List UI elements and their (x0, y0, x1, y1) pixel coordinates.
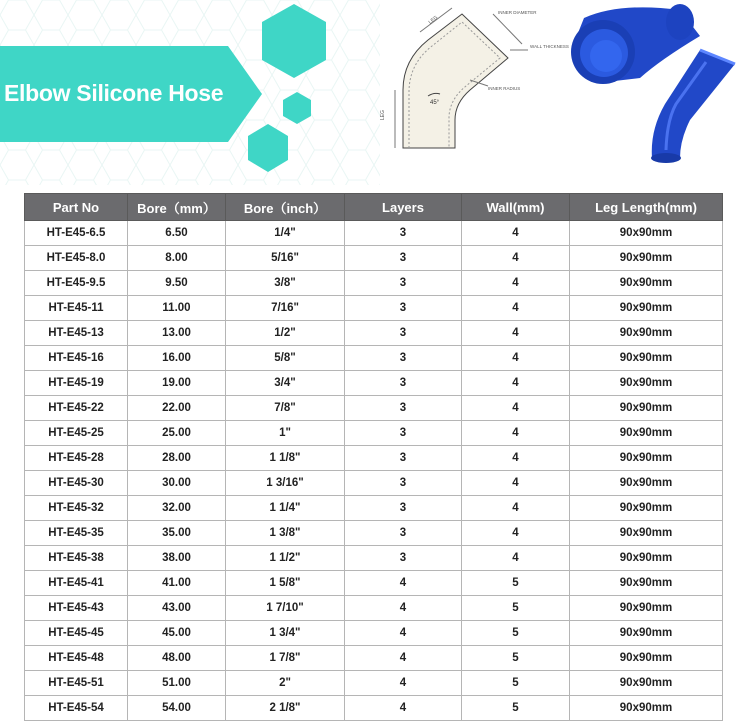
table-cell: 2" (226, 671, 345, 696)
elbow-diagram (380, 8, 569, 148)
table-row (25, 646, 723, 671)
column-header: Wall(mm) (462, 194, 570, 221)
table-cell: 8.00 (128, 246, 226, 271)
table-cell: 90x90mm (570, 646, 723, 671)
table-cell: 1 7/8" (226, 646, 345, 671)
spec-table (24, 193, 723, 721)
table-cell: HT-E45-28 (25, 446, 128, 471)
table-cell: 3 (345, 321, 462, 346)
table-row (25, 571, 723, 596)
table-cell: 45.00 (128, 621, 226, 646)
angle-label: 45° (430, 100, 440, 106)
table-cell: HT-E45-13 (25, 321, 128, 346)
table-cell: HT-E45-22 (25, 396, 128, 421)
table-row (25, 221, 723, 246)
table-cell: 3/4" (226, 371, 345, 396)
table-cell: 90x90mm (570, 496, 723, 521)
table-row (25, 596, 723, 621)
table-cell: 90x90mm (570, 371, 723, 396)
table-cell: 4 (462, 496, 570, 521)
table-cell: 4 (345, 646, 462, 671)
table-cell: 7/8" (226, 396, 345, 421)
column-header: Bore（inch） (226, 194, 345, 221)
table-cell: HT-E45-6.5 (25, 221, 128, 246)
table-cell: HT-E45-11 (25, 296, 128, 321)
table-row (25, 271, 723, 296)
svg-text:LEG: LEG (380, 109, 386, 120)
table-cell: 28.00 (128, 446, 226, 471)
table-cell: 90x90mm (570, 446, 723, 471)
table-cell: HT-E45-41 (25, 571, 128, 596)
table-cell: 4 (462, 446, 570, 471)
table-cell: 5/8" (226, 346, 345, 371)
table-header-row (25, 194, 723, 221)
table-cell: 3 (345, 271, 462, 296)
table-cell: HT-E45-9.5 (25, 271, 128, 296)
table-cell: 4 (345, 571, 462, 596)
table-cell: 90x90mm (570, 471, 723, 496)
table-row (25, 396, 723, 421)
table-cell: 43.00 (128, 596, 226, 621)
table-cell: HT-E45-30 (25, 471, 128, 496)
table-cell: 2 1/8" (226, 696, 345, 721)
column-header: Bore（mm） (128, 194, 226, 221)
table-cell: 48.00 (128, 646, 226, 671)
table-cell: 22.00 (128, 396, 226, 421)
table-cell: 51.00 (128, 671, 226, 696)
svg-text:INNER DIAMETER: INNER DIAMETER (498, 10, 537, 15)
table-cell: 4 (345, 596, 462, 621)
table-cell: 25.00 (128, 421, 226, 446)
table-cell: 3 (345, 396, 462, 421)
table-cell: 4 (462, 396, 570, 421)
table-cell: 5 (462, 596, 570, 621)
table-cell: 38.00 (128, 546, 226, 571)
table-cell: 4 (462, 246, 570, 271)
table-cell: 1 5/8" (226, 571, 345, 596)
table-cell: 90x90mm (570, 221, 723, 246)
table-cell: 5 (462, 621, 570, 646)
table-cell: 90x90mm (570, 696, 723, 721)
table-row (25, 446, 723, 471)
table-cell: 4 (345, 696, 462, 721)
table-cell: 90x90mm (570, 546, 723, 571)
table-cell: 90x90mm (570, 396, 723, 421)
spec-table-container (24, 193, 722, 721)
table-cell: 1 7/10" (226, 596, 345, 621)
table-cell: 90x90mm (570, 346, 723, 371)
table-cell: 13.00 (128, 321, 226, 346)
table-cell: HT-E45-35 (25, 521, 128, 546)
table-cell: 35.00 (128, 521, 226, 546)
table-row (25, 346, 723, 371)
table-cell: 6.50 (128, 221, 226, 246)
table-cell: 4 (345, 671, 462, 696)
table-cell: 4 (462, 521, 570, 546)
table-cell: 1 1/4" (226, 496, 345, 521)
svg-text:LEG: LEG (427, 14, 440, 26)
table-cell: HT-E45-16 (25, 346, 128, 371)
table-cell: 5 (462, 671, 570, 696)
table-row (25, 471, 723, 496)
table-cell: 3 (345, 496, 462, 521)
table-cell: 4 (462, 546, 570, 571)
table-cell: 1 3/16" (226, 471, 345, 496)
table-cell: 90x90mm (570, 596, 723, 621)
table-cell: HT-E45-48 (25, 646, 128, 671)
table-cell: HT-E45-19 (25, 371, 128, 396)
table-cell: 90x90mm (570, 521, 723, 546)
table-cell: 32.00 (128, 496, 226, 521)
table-row (25, 621, 723, 646)
table-cell: 5 (462, 646, 570, 671)
table-cell: HT-E45-54 (25, 696, 128, 721)
column-header: Part No (25, 194, 128, 221)
table-cell: 19.00 (128, 371, 226, 396)
hose-photo-side (651, 50, 735, 163)
table-cell: 16.00 (128, 346, 226, 371)
table-cell: 5 (462, 696, 570, 721)
table-cell: HT-E45-25 (25, 421, 128, 446)
table-cell: 3 (345, 521, 462, 546)
header-banner (0, 0, 750, 185)
table-row (25, 421, 723, 446)
table-cell: HT-E45-43 (25, 596, 128, 621)
table-row (25, 546, 723, 571)
table-cell: 30.00 (128, 471, 226, 496)
svg-text:WALL THICKNESS: WALL THICKNESS (530, 44, 569, 49)
table-cell: 90x90mm (570, 246, 723, 271)
table-cell: 3 (345, 471, 462, 496)
table-cell: 90x90mm (570, 271, 723, 296)
table-cell: 3 (345, 371, 462, 396)
table-row (25, 521, 723, 546)
table-cell: 54.00 (128, 696, 226, 721)
svg-text:INNER RADIUS: INNER RADIUS (488, 86, 521, 91)
table-row (25, 321, 723, 346)
table-cell: 1 3/4" (226, 621, 345, 646)
table-cell: 3 (345, 221, 462, 246)
table-cell: HT-E45-38 (25, 546, 128, 571)
table-cell: 41.00 (128, 571, 226, 596)
table-cell: 3/8" (226, 271, 345, 296)
table-cell: 90x90mm (570, 571, 723, 596)
table-cell: 1/2" (226, 321, 345, 346)
table-row (25, 496, 723, 521)
column-header: Layers (345, 194, 462, 221)
table-cell: 3 (345, 546, 462, 571)
table-cell: HT-E45-32 (25, 496, 128, 521)
table-cell: 4 (462, 271, 570, 296)
table-cell: 9.50 (128, 271, 226, 296)
table-cell: 4 (462, 221, 570, 246)
column-header: Leg Length(mm) (570, 194, 723, 221)
table-cell: 4 (345, 621, 462, 646)
table-cell: 4 (462, 421, 570, 446)
table-cell: 7/16" (226, 296, 345, 321)
table-row (25, 246, 723, 271)
table-row (25, 296, 723, 321)
table-cell: 3 (345, 246, 462, 271)
table-cell: 4 (462, 321, 570, 346)
table-cell: 1 1/8" (226, 446, 345, 471)
table-cell: 4 (462, 346, 570, 371)
table-row (25, 696, 723, 721)
table-cell: 5/16" (226, 246, 345, 271)
table-cell: 1 3/8" (226, 521, 345, 546)
table-cell: 4 (462, 471, 570, 496)
table-cell: 1/4" (226, 221, 345, 246)
table-cell: 3 (345, 421, 462, 446)
table-cell: 11.00 (128, 296, 226, 321)
table-row (25, 371, 723, 396)
table-cell: HT-E45-45 (25, 621, 128, 646)
table-cell: 90x90mm (570, 421, 723, 446)
hose-photo-front (571, 4, 700, 84)
table-cell: 3 (345, 296, 462, 321)
table-cell: HT-E45-8.0 (25, 246, 128, 271)
table-cell: 4 (462, 296, 570, 321)
table-cell: 5 (462, 571, 570, 596)
table-row (25, 671, 723, 696)
table-cell: 3 (345, 346, 462, 371)
table-cell: 4 (462, 371, 570, 396)
table-cell: 1" (226, 421, 345, 446)
table-cell: 3 (345, 446, 462, 471)
table-cell: HT-E45-51 (25, 671, 128, 696)
table-cell: 90x90mm (570, 296, 723, 321)
page-title: Elbow Silicone Hose (4, 80, 224, 106)
table-cell: 90x90mm (570, 321, 723, 346)
table-cell: 1 1/2" (226, 546, 345, 571)
table-cell: 90x90mm (570, 671, 723, 696)
table-cell: 90x90mm (570, 621, 723, 646)
